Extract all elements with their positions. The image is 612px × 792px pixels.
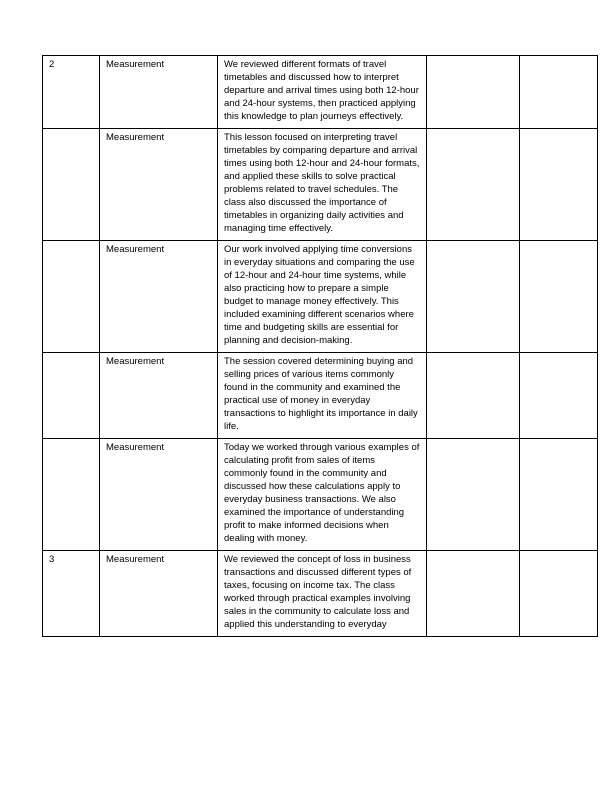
- lesson-summary-cell: We reviewed different formats of travel timetables and discussed how to interpret departure and arrival times using both 12-hour and 24-hour systems, then practiced applying this knowledge to plan journeys effectively.: [218, 56, 427, 129]
- empty-cell: [520, 56, 598, 129]
- week-cell: [43, 353, 100, 439]
- strand-cell: Measurement: [100, 551, 218, 637]
- empty-cell: [520, 129, 598, 241]
- table-row: [43, 129, 598, 241]
- lesson-summary-cell: Our work involved applying time conversions in everyday situations and comparing the use of 12-hour and 24-hour time systems, while also practicing how to prepare a simple budget to manage money effectively. This included examining different scenarios where time and budgeting skills are essential for planning and decision-making.: [218, 241, 427, 353]
- table-row: [43, 56, 598, 129]
- empty-cell: [520, 439, 598, 551]
- strand-cell: Measurement: [100, 56, 218, 129]
- lesson-summary-cell: We reviewed the concept of loss in business transactions and discussed different types of taxes, focusing on income tax. The class worked through practical examples involving sales in the community to calculate loss and applied this understanding to everyday: [218, 551, 427, 637]
- empty-cell: [427, 241, 520, 353]
- strand-cell: Measurement: [100, 129, 218, 241]
- strand-cell: Measurement: [100, 241, 218, 353]
- week-cell: [43, 129, 100, 241]
- lesson-summary-cell: This lesson focused on interpreting travel timetables by comparing departure and arrival times using both 12-hour and 24-hour formats, and applied these skills to solve practical problems related to travel schedules. The class also discussed the importance of timetables in organizing daily activities and managing time effectively.: [218, 129, 427, 241]
- lesson-summary-cell: The session covered determining buying and selling prices of various items commonly found in the community and examined the practical use of money in everyday transactions to highlight its importance in daily life.: [218, 353, 427, 439]
- strand-cell: Measurement: [100, 353, 218, 439]
- week-cell: [43, 241, 100, 353]
- empty-cell: [427, 551, 520, 637]
- table-row: [43, 551, 598, 637]
- week-cell: [43, 439, 100, 551]
- empty-cell: [520, 353, 598, 439]
- table-row: [43, 353, 598, 439]
- empty-cell: [520, 241, 598, 353]
- table-row: [43, 439, 598, 551]
- table-row: [43, 241, 598, 353]
- empty-cell: [427, 439, 520, 551]
- lesson-log-table: [42, 55, 598, 637]
- strand-cell: Measurement: [100, 439, 218, 551]
- empty-cell: [520, 551, 598, 637]
- empty-cell: [427, 129, 520, 241]
- week-cell: 2: [43, 56, 100, 129]
- lesson-summary-cell: Today we worked through various examples of calculating profit from sales of items commonly found in the community and discussed how these calculations apply to everyday business transactions. We also examined the importance of understanding profit to make informed decisions when dealing with money.: [218, 439, 427, 551]
- week-cell: 3: [43, 551, 100, 637]
- empty-cell: [427, 353, 520, 439]
- empty-cell: [427, 56, 520, 129]
